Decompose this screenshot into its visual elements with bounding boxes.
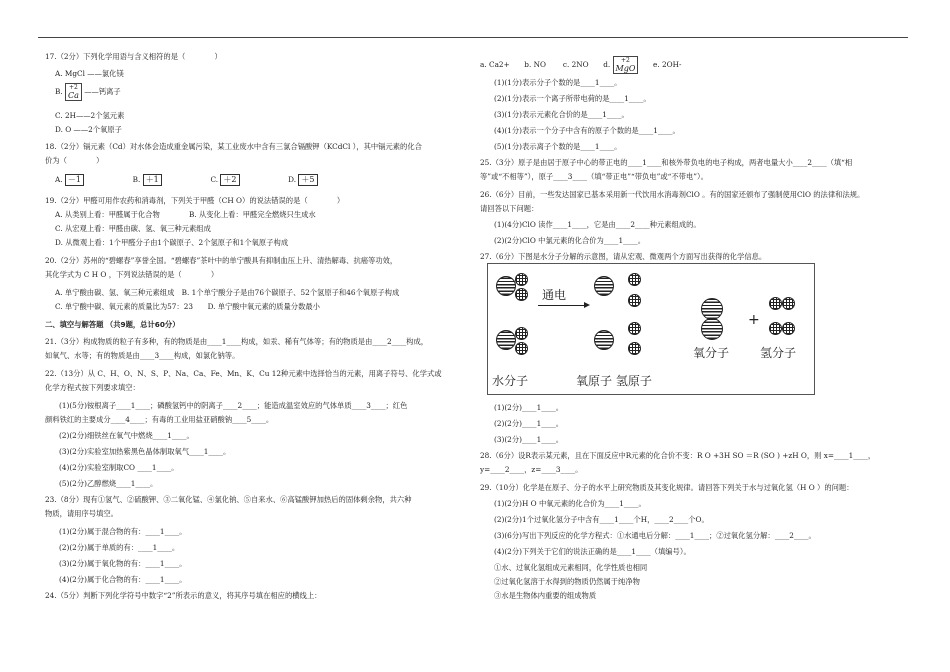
question-22-cont: 化学方程式按下列要求填空： — [45, 383, 140, 392]
q23-part-3: (3)(2分)属于氧化物的有：____1____。 — [59, 559, 187, 568]
section-2-heading: 二、填空与解答题 （共9题，总计60分） — [45, 320, 180, 329]
hydrogen-molecule-atom — [769, 297, 782, 310]
q18-option-c-box: ＋2 — [220, 174, 239, 186]
atoms-label: 氧原子 氢原子 — [576, 374, 652, 388]
q23-part-2: (2)(2分)属于单质的有：____1____。 — [59, 543, 180, 552]
oxygen-molecule-atom — [701, 318, 723, 340]
q18-option-d-letter: D. — [288, 175, 297, 184]
header-rule — [38, 37, 908, 38]
q17-option-b-text: ——钙离子 — [84, 87, 121, 96]
question-19: 19.（2分）甲醛可用作农药和消毒剂，下列关于甲醛（CH O）的说法错误的是（ ） — [45, 196, 345, 205]
arrow-label: 通电 — [542, 288, 567, 302]
q18-options — [45, 174, 318, 186]
water-hydrogen-atom — [515, 327, 528, 340]
water-molecule-label: 水分子 — [492, 374, 529, 388]
q24-option-e: e. 2OH- — [653, 60, 682, 69]
oxygen-atom — [594, 276, 614, 296]
q22-part-3: (3)(2分)实验室加热紫黑色晶体制取氧气____1____。 — [59, 447, 231, 456]
question-25: 25.（3分）原子是由居于原子中心的带正电的____1____和核外带负电的电子构成，两者电量大小____2____（填“相 — [480, 158, 853, 167]
question-29: 29.（10分）化学是在原子、分子的水平上研究物质及其变化规律。请回答下列关于水与过氧化氢（H O ）的问题： — [480, 483, 854, 492]
q22-part-4: (4)(2分)实验室制取CO ____1____。 — [59, 463, 179, 472]
question-26: 26.（6分）目前，一些发达国家已基本采用新一代饮用水消毒剂ClO 。有的国家还颁布了强制使用ClO 的法律和法规。 — [480, 190, 865, 199]
q20-option-ab: A. 单宁酸由碳、氢、氧三种元素组成 B. 1个单宁酸分子是由76个碳原子、52个氢原子和46个氧原子构成 — [55, 288, 400, 297]
q24-options-a-to-d: a. Ca2+ b. NO c. 2NO d. — [480, 60, 611, 69]
q19-option-ab: A. 从类别上看：甲醛属于化合物 B. 从变化上看：甲醛完全燃烧只生成水 — [55, 210, 316, 219]
question-28-cont: y=____2____，z=____3____。 — [480, 465, 583, 474]
hydrogen-atom — [628, 294, 641, 307]
hydrogen-atom — [628, 322, 641, 335]
q27-part-1: (1)(2分)____1____。 — [494, 403, 564, 412]
question-18: 18.（2分）镉元素（Cd）对水体会造成重金属污染，某工业废水中含有三氯合镉酸钾（KCdCl ），其中镉元素的化合 — [45, 142, 422, 151]
q27-part-3: (3)(2分)____1____。 — [494, 435, 564, 444]
q24-valence: +2 — [621, 57, 630, 64]
question-23: 23.（8分）现有①氢气、②硫酸钾、③二氧化锰、④氯化钠、⑤自来水、⑥高锰酸钾加热后的固体剩余物，共六种 — [45, 495, 412, 504]
water-oxygen-atom — [496, 276, 516, 296]
q24-valence-box — [613, 56, 639, 74]
hydrogen-atom — [628, 273, 641, 286]
hydrogen-molecule-atom — [769, 322, 782, 335]
oxygen-molecule-label: 氧分子 — [693, 346, 730, 360]
question-18-cont: 价为（ ） — [45, 156, 104, 165]
question-23-cont: 物质，请用序号填空。 — [45, 509, 118, 518]
q17-symbol: Ca — [68, 91, 79, 100]
hydrogen-atom — [628, 342, 641, 355]
q24-symbol: MgO — [615, 64, 636, 73]
q17-option-a: A. MgCl ——氯化镁 — [55, 69, 124, 78]
hydrogen-molecule-label: 氢分子 — [760, 346, 797, 360]
q18-option-b-box: ＋1 — [143, 174, 162, 186]
q22-part-5: (5)(2分)乙醇燃烧____1____。 — [59, 479, 158, 488]
question-22: 22.（13分）从 C、H、O、N、S、P、Na、Ca、Fe、Mn、K、Cu 12种元素中选择恰当的元素，用离子符号、化学式或 — [45, 369, 442, 378]
q19-option-c: C. 从宏观上看：甲醛由碳、氢、氧三种元素组成 — [55, 224, 211, 233]
question-26-cont: 请回答以下问题： — [480, 204, 539, 213]
question-17: 17.（2分）下列化学用语与含义相符的是（ ） — [45, 52, 222, 61]
q17-valence-box — [65, 83, 82, 101]
q19-option-d: D. 从微观上看：1个甲醛分子由1个碳原子、2个氢原子和1个氧原子构成 — [55, 238, 289, 247]
oxygen-molecule-atom — [701, 298, 723, 320]
question-20: 20.（2分）苏州的“碧螺春”享誉全国。“碧螺春”茶叶中的单宁酸具有抑制血压上升、清热解毒、抗癌等功效， — [45, 256, 398, 265]
q17-valence: +2 — [69, 84, 78, 91]
q18-option-c-letter: C. — [210, 175, 219, 184]
q29-statement-2: ②过氧化氢溶于水得到的物质仍然属于纯净物 — [494, 577, 640, 586]
q22-part-2: (2)(2分)细铁丝在氧气中燃烧____1____。 — [59, 431, 194, 440]
q17-option-b-letter: B. — [55, 87, 63, 96]
hydrogen-molecule-atom — [782, 297, 795, 310]
oxygen-atom — [594, 330, 614, 350]
question-25-cont: 等”或“不相等”），原子____3____（填“带正电”“带负电”或“不带电”）。 — [480, 172, 708, 181]
water-hydrogen-atom — [515, 273, 528, 286]
question-21: 21.（3分）构成物质的粒子有多种，有的物质是由____1____构成，如汞、稀有气体等；有的物质是由____2____构成， — [45, 337, 429, 346]
question-20-cont: 其化学式为 C H O ，下列说法错误的是（ ） — [45, 270, 219, 279]
q17-option-d: D. O ——2个氧原子 — [55, 125, 122, 134]
q24-part-2: (2)(1分)表示一个离子所带电荷的是____1____。 — [494, 94, 651, 103]
q18-option-d-box: ＋5 — [298, 174, 317, 186]
q20-option-cd: C. 单宁酸中碳、氧元素的质量比为57：23 D. 单宁酸中氧元素的质量分数最小 — [55, 302, 320, 311]
q29-statement-3: ③水是生物体内重要的组成物质 — [494, 591, 597, 600]
q24-options — [480, 56, 681, 74]
q18-option-a-letter: A. — [55, 175, 63, 184]
water-oxygen-atom — [496, 330, 516, 350]
plus-sign: + — [748, 312, 760, 328]
q26-part-1: (1)(4分)ClO 读作____1____，它是由____2____种元素组成的。 — [494, 220, 701, 229]
q27-part-2: (2)(2分)____1____。 — [494, 419, 564, 428]
q23-part-1: (1)(2分)属于混合物的有：____1____。 — [59, 527, 187, 536]
q29-part-4: (4)(2分)下列关于它们的说法正确的是____1____（填编号）。 — [494, 547, 691, 556]
water-decomposition-diagram — [487, 263, 815, 395]
question-21-cont: 如氧气、水等；有的物质是由____3____构成，如氯化钠等。 — [45, 351, 240, 360]
q18-option-b-letter: B. — [132, 175, 141, 184]
q17-option-c: C. 2H——2个氢元素 — [55, 111, 125, 120]
question-24: 24.（5分）判断下列化学符号中数字“2”所表示的意义，将其序号填在相应的横线上： — [45, 591, 322, 600]
q24-part-3: (3)(1分)表示元素化合价的是____1____。 — [494, 110, 629, 119]
q24-part-1: (1)(1分)表示分子个数的是____1____。 — [494, 78, 622, 87]
question-28: 28.（6分）设R表示某元素，且在下面反应中R元素的化合价不变：R O +3H SO ＝R (SO ) +zH O，则 x=____1____， — [480, 451, 876, 460]
q22-part-1: (1)(5分)铵根离子____1____；磷酸氢钙中的阴离子____2____；能造成温室效应的气体单质____3____；红色 — [59, 401, 408, 410]
q29-part-1: (1)(2分)H O 中氧元素的化合价为____1____。 — [494, 499, 646, 508]
q23-part-4: (4)(2分)属于化合物的有：____1____。 — [59, 575, 187, 584]
q24-part-4: (4)(1分)表示一个分子中含有的原子个数的是____1____。 — [494, 126, 680, 135]
q29-statement-1: ①水、过氧化氢组成元素相同，化学性质也相同 — [494, 563, 648, 572]
q29-part-3: (3)(6分)写出下列反应的化学方程式：①水通电后分解：____1____；②过氧化氢分解：____2____。 — [494, 531, 816, 540]
q29-part-2: (2)(2分)1个过氧化氢分子中含有____1____个H，____2____个O。 — [494, 515, 709, 524]
q22-part-1-cont: 颜料铁红的主要成分____4____；有毒的工业用盐亚硝酸钠____5____。 — [45, 415, 274, 424]
water-hydrogen-atom — [515, 288, 528, 301]
reaction-arrow — [538, 305, 588, 306]
water-hydrogen-atom — [515, 342, 528, 355]
q17-option-b — [45, 83, 121, 101]
hydrogen-molecule-atom — [782, 322, 795, 335]
question-27: 27.（6分）下图是水分子分解的示意图，请从宏观、微观两个方面写出获得的化学信息。 — [480, 252, 767, 261]
q26-part-2: (2)(2分)ClO 中氯元素的化合价为____1____。 — [494, 236, 645, 245]
q24-part-5: (5)(1分)表示离子个数的是____1____。 — [494, 142, 622, 151]
q18-option-a-box: －1 — [65, 174, 84, 186]
